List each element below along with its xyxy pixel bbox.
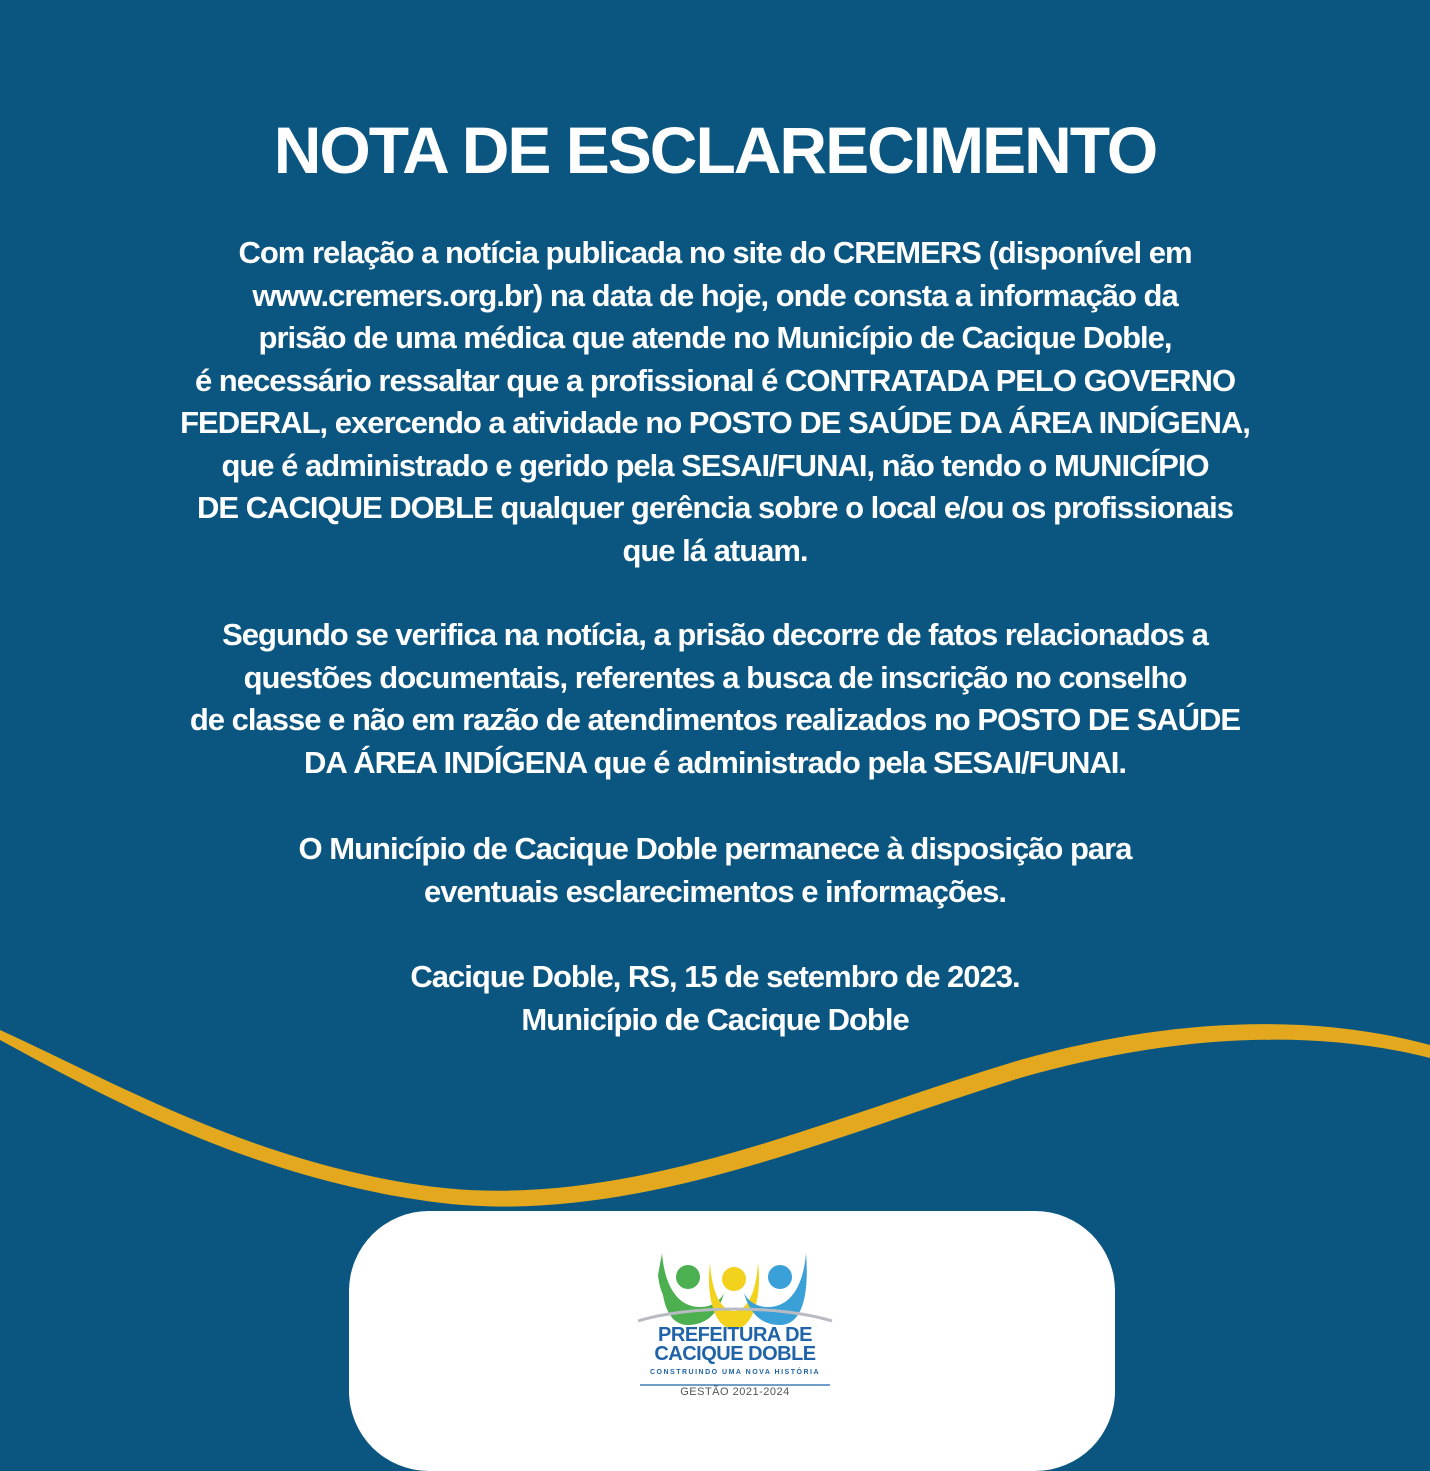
paragraph-line: que é administrado e gerido pela SESAI/FUNAI, não tendo o MUNICÍPIO — [221, 447, 1209, 483]
signature-name: Município de Cacique Doble — [521, 1001, 909, 1037]
paragraph-availability — [120, 828, 1310, 913]
paragraph-line: Segundo se verifica na notícia, a prisão decorre de fatos relacionados a — [222, 617, 1208, 652]
paragraph-line: O Município de Cacique Doble permanece à disposição para — [298, 831, 1132, 866]
paragraph-reason — [120, 614, 1310, 784]
paragraph-line: DA ÁREA INDÍGENA que é administrado pela SESAI/FUNAI. — [303, 744, 1126, 780]
paragraph-clarification — [120, 232, 1310, 572]
paragraph-line: eventuais esclarecimentos e informações. — [423, 873, 1006, 909]
paragraph-line: FEDERAL, exercendo a atividade no POSTO DE SAÚDE DA ÁREA INDÍGENA, — [180, 405, 1250, 440]
signature-block — [120, 956, 1310, 1041]
signature-date: Cacique Doble, RS, 15 de setembro de 2023. — [410, 959, 1020, 994]
paragraph-line: é necessário ressaltar que a profissional é CONTRATADA PELO GOVERNO — [194, 362, 1236, 398]
logo-title-line1: PREFEITURA DE — [658, 1324, 812, 1346]
paragraph-line: de classe e não em razão de atendimentos realizados no POSTO DE SAÚDE — [189, 702, 1241, 737]
paragraph-line: www.cremers.org.br) na data de hoje, onde consta a informação da — [252, 277, 1178, 313]
logo-title-line2: CACIQUE DOBLE — [654, 1343, 816, 1365]
paragraph-line: prisão de uma médica que atende no Município de Cacique Doble, — [258, 320, 1172, 355]
logo-term: GESTÃO 2021-2024 — [680, 1386, 790, 1398]
page-title: NOTA DE ESCLARECIMENTO — [273, 113, 1157, 187]
paragraph-line: que lá atuam. — [622, 532, 808, 568]
paragraph-line: questões documentais, referentes a busca de inscrição no conselho — [243, 659, 1187, 695]
paragraph-line: DE CACIQUE DOBLE qualquer gerência sobre o local e/ou os profissionais — [197, 490, 1233, 525]
paragraph-line: Com relação a notícia publicada no site do CREMERS (disponível em — [238, 235, 1192, 270]
logo-tagline: CONSTRUINDO UMA NOVA HISTÓRIA — [649, 1369, 821, 1376]
